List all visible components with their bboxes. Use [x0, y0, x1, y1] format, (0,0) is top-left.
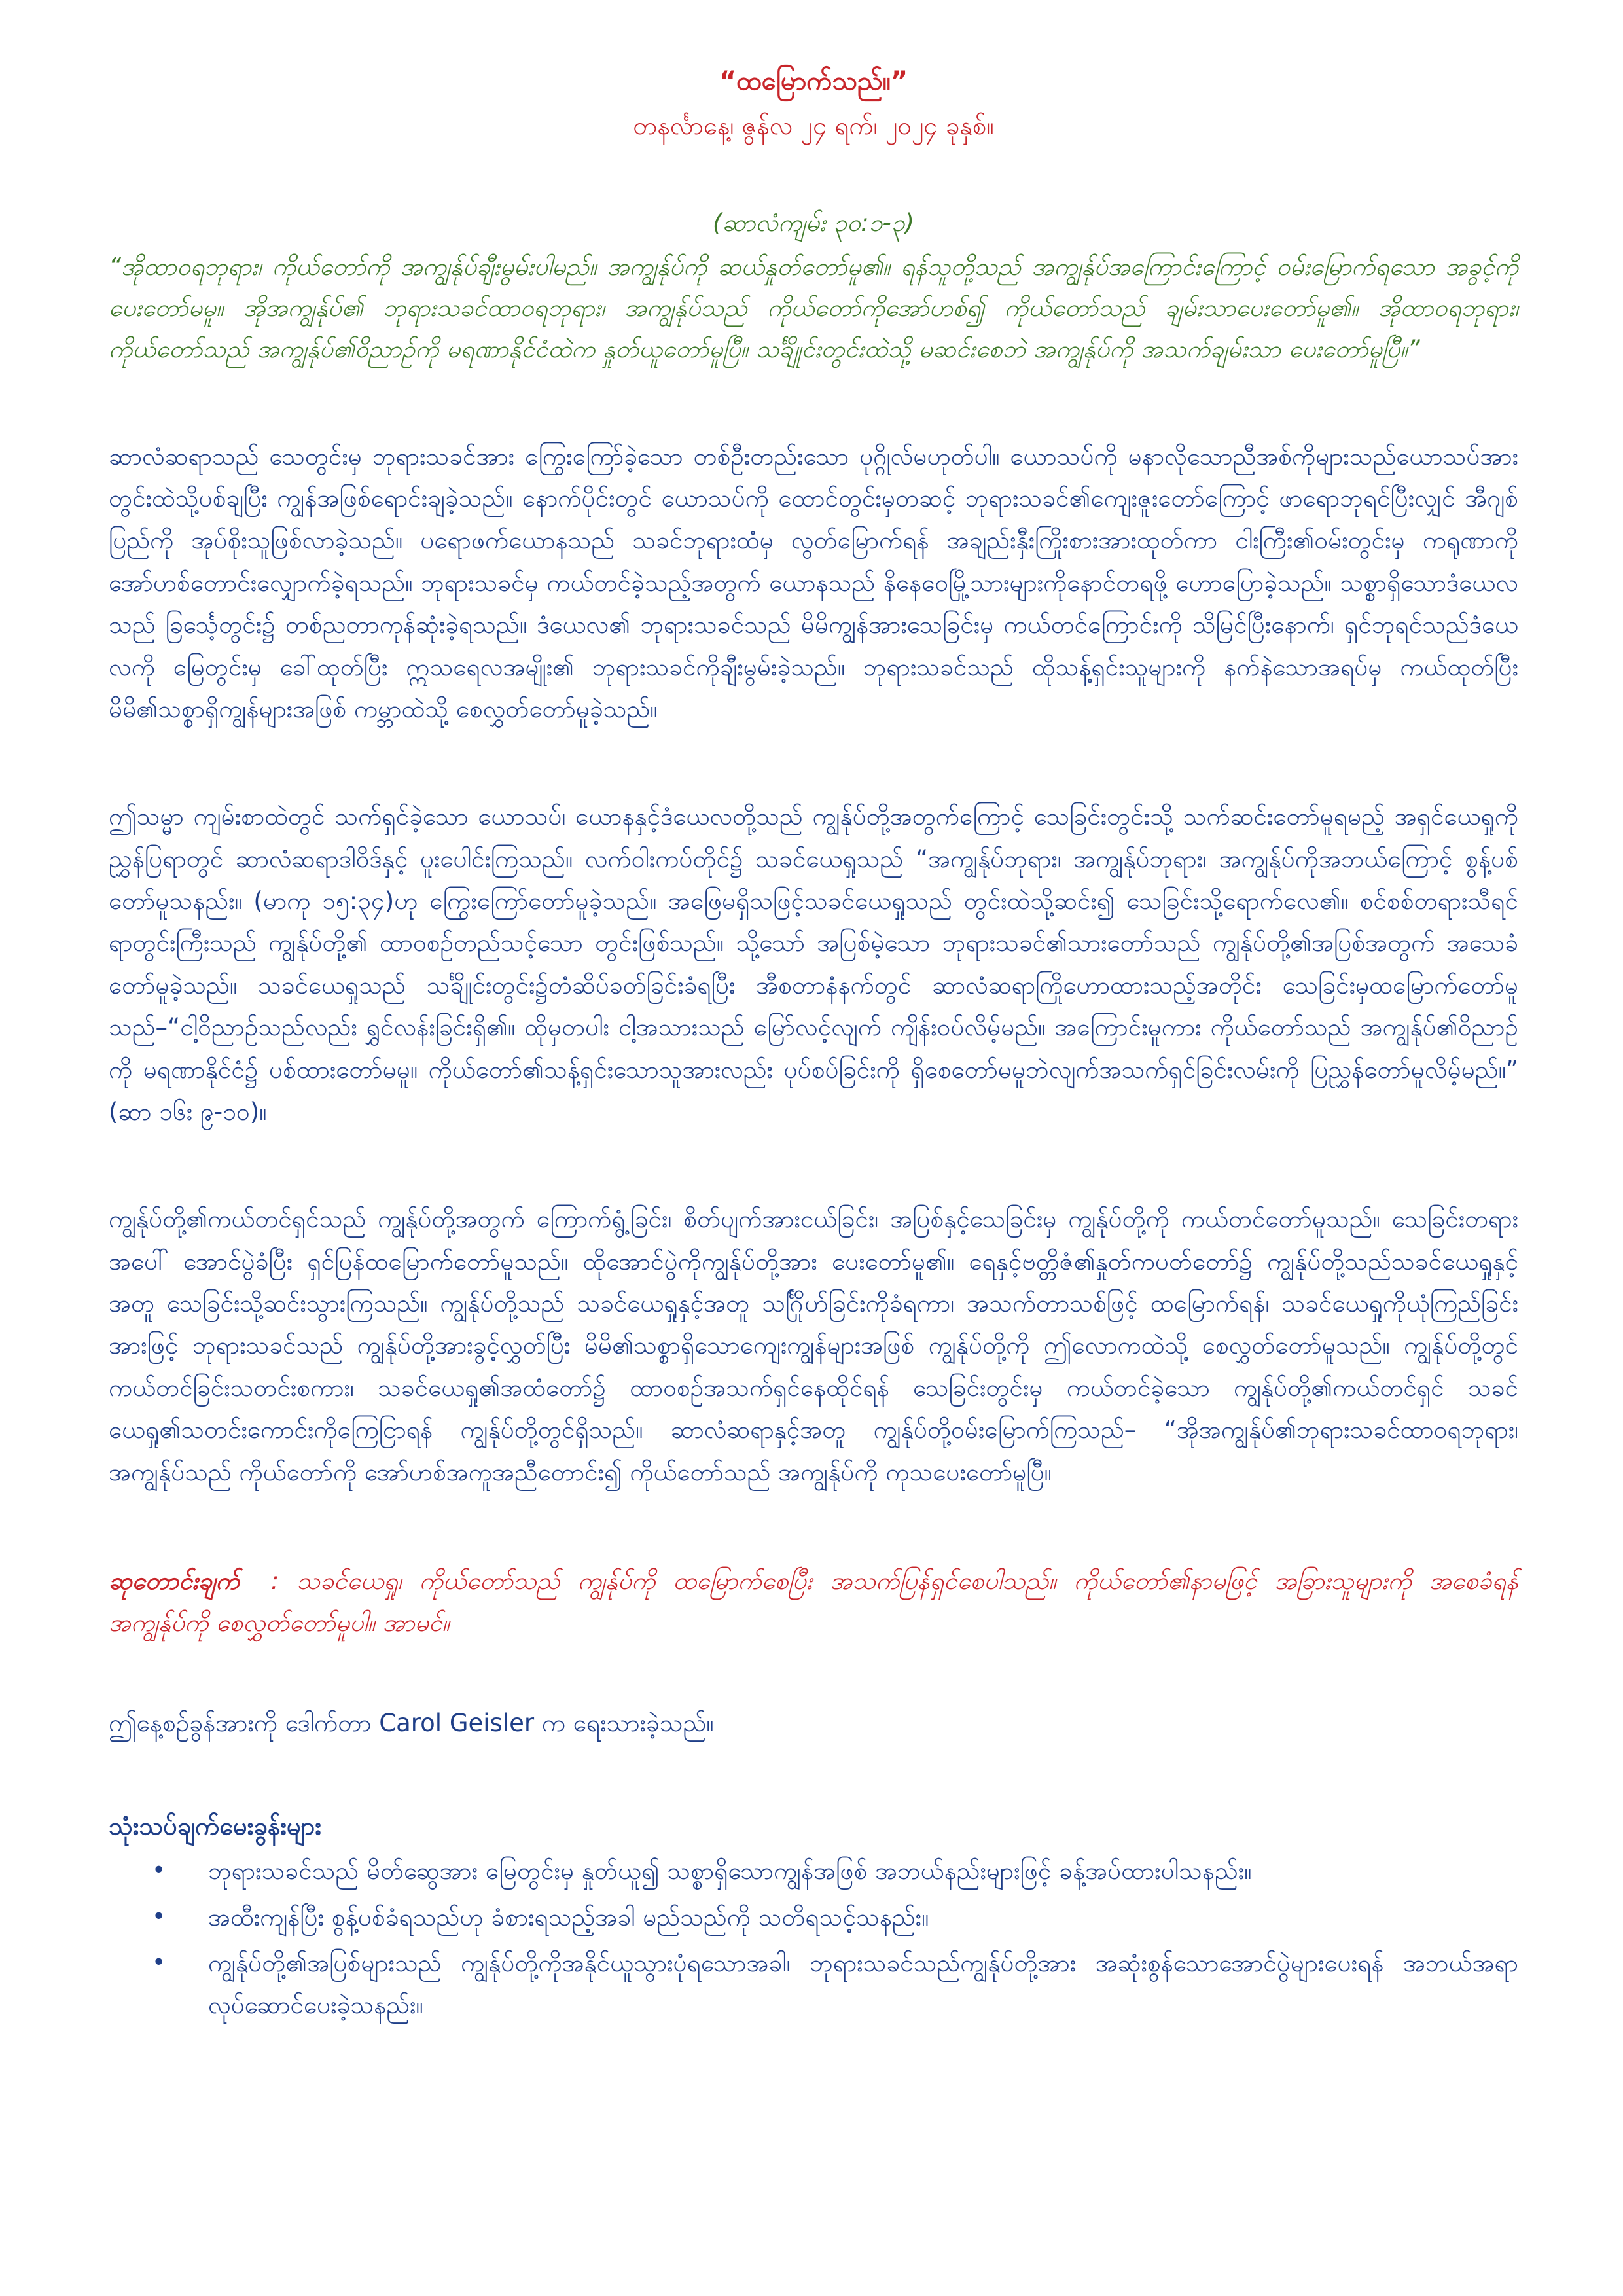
page-title: “ထမြောက်သည်။” [719, 66, 908, 96]
list-item [152, 1850, 1518, 1892]
question-text: ကျွန်ုပ်တို့၏အပြစ်များသည် ကျွန်ုပ်တို့ကိုအနိုင်ယူသွားပုံရသောအခါ၊ ဘုရားသခင်သည်ကျွန်ုပ်တို့အား အဆုံးစွန်သောအောင်ပွဲများပေးရန် အဘယ်အရာလုပ်ဆောင်ပေးခဲ့သနည်း။ [208, 1949, 1518, 2020]
questions-list [109, 1850, 1518, 2027]
body-paragraph-1: ဆာလံဆရာသည် သေတွင်းမှ ဘုရားသခင်အား ကြွေးကြော်ခဲ့သော တစ်ဦးတည်းသော ပုဂ္ဂိုလ်မဟုတ်ပါ။ ယောသပ်ကို မနာလိုသောညီအစ်ကိုများသည်ယောသပ်အား တွင်းထဲသို့ပစ်ချပြီး ကျွန်အဖြစ်ရောင်းချခဲ့သည်။ နောက်ပိုင်းတွင် ယောသပ်ကို ထောင်တွင်းမှတဆင့် ဘုရားသခင်၏ကျေးဇူးတော်ကြောင့် ဖာရောဘုရင်ပြီးလျှင် အီဂျစ်ပြည်ကို အုပ်စိုးသူဖြစ်လာခဲ့သည်။ ပရောဖက်ယောနသည် သခင်ဘုရားထံမှ လွတ်မြောက်ရန် အချည်းနှီးကြိုးစားအားထုတ်ကာ ငါးကြီး၏ဝမ်းတွင်းမှ ကရုဏာကို အော်ဟစ်တောင်းလျှောက်ခဲ့ရသည်။ ဘုရားသခင်မှ ကယ်တင်ခဲ့သည့်အတွက် ယောနသည် နိနေဝေမြို့သားများကိုနောင်တရဖို့ ဟောပြောခဲ့သည်။ သစ္စာရှိသောဒံယေလသည် ခြင်္သေ့တွင်း၌ တစ်ညတာကုန်ဆုံးခဲ့ရသည်။ ဒံယေလ၏ ဘုရားသခင်သည် မိမိကျွန်အားသေခြင်းမှ ကယ်တင်ကြောင်းကို သိမြင်ပြီးနောက်၊ ရှင်ဘုရင်သည်ဒံယေလကို မြေတွင်းမှ ခေါ်ထုတ်ပြီး ဣသရေလအမျိုး၏ ဘုရားသခင်ကိုချီးမွမ်းခဲ့သည်။ ဘုရားသခင်သည် ထိုသန့်ရှင်းသူများကို နက်နဲသောအရပ်မှ ကယ်ထုတ်ပြီး မိမိ၏သစ္စာရှိကျွန်များအဖြစ် ကမ္ဘာထဲသို့ စေလွှတ်တော်မူခဲ့သည်။ [109, 442, 1518, 723]
body-paragraph-3: ကျွန်ုပ်တို့၏ကယ်တင်ရှင်သည် ကျွန်ုပ်တို့အတွက် ကြောက်ရွံ့ခြင်း၊ စိတ်ပျက်အားငယ်ခြင်း၊ အပြစ်နှင့်သေခြင်းမှ ကျွန်ုပ်တို့ကို ကယ်တင်တော်မူသည်။ သေခြင်းတရားအပေါ် အောင်ပွဲခံပြီး ရှင်ပြန်ထမြောက်တော်မူသည်။ ထိုအောင်ပွဲကိုကျွန်ုပ်တို့အား ပေးတော်မူ၏။ ရေနှင့်ဗတ္တိဇံ၏နှုတ်ကပတ်တော်၌ ကျွန်ုပ်တို့သည်သခင်ယေရှုနှင့်အတူ သေခြင်းသို့ဆင်းသွားကြသည်။ ကျွန်ုပ်တို့သည် သခင်ယေရှုနှင့်အတူ သင်္ဂြိုဟ်ခြင်းကိုခံရကာ၊ အသက်တာသစ်ဖြင့် ထမြောက်ရန်၊ သခင်ယေရှုကိုယုံကြည်ခြင်းအားဖြင့် ဘုရားသခင်သည် ကျွန်ုပ်တို့အားခွင့်လွှတ်ပြီး မိမိ၏သစ္စာရှိသောကျေးကျွန်များအဖြစ် ကျွန်ုပ်တို့ကို ဤလောကထဲသို့ စေလွှတ်တော်မူသည်။ ကျွန်ုပ်တို့တွင် ကယ်တင်ခြင်းသတင်းစကား၊ သခင်ယေရှု၏အထံတော်၌ ထာဝစဉ်အသက်ရှင်နေထိုင်ရန် သေခြင်းတွင်းမှ ကယ်တင်ခဲ့သော ကျွန်ုပ်တို့၏ကယ်တင်ရှင် သခင်ယေရှု၏သတင်းကောင်းကိုကြေငြာရန် ကျွန်ုပ်တို့တွင်ရှိသည်။ ဆာလံဆရာနှင့်အတူ ကျွန်ုပ်တို့ဝမ်းမြောက်ကြသည်– “အိုအကျွန်ုပ်၏ဘုရားသခင်ထာဝရဘုရား၊ အကျွန်ုပ်သည် ကိုယ်တော်ကို အော်ဟစ်အကူအညီတောင်း၍ ကိုယ်တော်သည် အကျွန်ုပ်ကို ကုသပေးတော်မူပြီ။ [109, 1205, 1518, 1486]
prayer [109, 1560, 1518, 1645]
bullet-icon: • [152, 1857, 166, 1884]
scripture-text: “အိုထာဝရဘုရား၊ ကိုယ်တော်ကို အကျွန်ုပ်ချီးမွမ်းပါမည်။ အကျွန်ုပ်ကို ဆယ်နှုတ်တော်မူ၏။ ရန်သူတို့သည် အကျွန်ုပ်အကြောင်းကြောင့် ဝမ်းမြောက်ရသော အခွင့်ကိုပေးတော်မမူ။ အိုအကျွန်ုပ်၏ ဘုရားသခင်ထာဝရဘုရား၊ အကျွန်ုပ်သည် ကိုယ်တော်ကိုအော်ဟစ်၍ ကိုယ်တော်သည် ချမ်းသာပေးတော်မူ၏။ အိုထာဝရဘုရား၊ ကိုယ်တော်သည် အကျွန်ုပ်၏ဝိညာဉ်ကို မရဏာနိုင်ငံထဲက နှုတ်ယူတော်မူပြီ။ သင်္ချိုင်းတွင်းထဲသို့ မဆင်းစေဘဲ အကျွန်ုပ်ကို အသက်ချမ်းသာ ပေးတော်မူပြီ။” [109, 252, 1518, 363]
scripture-reference: (ဆာလံကျမ်း ၃၀:၁-၃) [713, 209, 914, 238]
prayer-text: : သခင်ယေရှု၊ ကိုယ်တော်သည် ကျွန်ုပ်ကို ထမြောက်စေပြီး အသက်ပြန်ရှင်စေပါသည်။ ကိုယ်တော်၏နာမဖြင့် အခြားသူများကို အစေခံရန် အကျွန်ုပ်ကို စေလွှတ်တော်မူပါ။ အာမင်။ [109, 1566, 1518, 1638]
question-text: ဘုရားသခင်သည် မိတ်ဆွေအား မြေတွင်းမှ နှုတ်ယူ၍ သစ္စာရှိသောကျွန်အဖြစ် အဘယ်နည်းများဖြင့် ခန့်အပ်ထားပါသနည်း။ [208, 1857, 1252, 1886]
question-text: အထီးကျန်ပြီး စွန့်ပစ်ခံရသည်ဟု ခံစားရသည့်အခါ မည်သည်ကို သတိရသင့်သနည်း။ [208, 1903, 929, 1931]
body-paragraph-2: ဤသမ္မာ ကျမ်းစာထဲတွင် သက်ရှင်ခဲ့သော ယောသပ်၊ ယောနနှင့်ဒံယေလတို့သည် ကျွန်ုပ်တို့အတွက်ကြောင့် သေခြင်းတွင်းသို့ သက်ဆင်းတော်မူရမည့် အရှင်ယေရှုကိုညွှန်ပြရာတွင် ဆာလံဆရာဒါဝိဒ်နှင့် ပူးပေါင်းကြသည်။ လက်ဝါးကပ်တိုင်၌ သခင်ယေရှုသည် “အကျွန်ုပ်ဘုရား၊ အကျွန်ုပ်ဘုရား၊ အကျွန်ုပ်ကိုအဘယ်ကြောင့် စွန့်ပစ်တော်မူသနည်း။ (မာကု ၁၅:၃၄)ဟု ကြွေးကြော်တော်မူခဲ့သည်။ အဖြေမရှိသဖြင့်သခင်ယေရှုသည် တွင်းထဲသို့ဆင်း၍ သေခြင်းသို့ရောက်လေ၏။ စင်စစ်တရားသီရင်ရာတွင်းကြီးသည် ကျွန်ုပ်တို့၏ ထာဝစဉ်တည်သင့်သော တွင်းဖြစ်သည်။ သို့သော် အပြစ်မဲ့သော ဘုရားသခင်၏သားတော်သည် ကျွန်ုပ်တို့၏အပြစ်အတွက် အသေခံတော်မူခဲ့သည်။ သခင်ယေရှုသည် သင်္ချိုင်းတွင်း၌တံဆိပ်ခတ်ခြင်းခံရပြီး အီစတာနံနက်တွင် ဆာလံဆရာကြိုဟောထားသည့်အတိုင်း သေခြင်းမှထမြောက်တော်မူသည်–“ငါ့ဝိညာဉ်သည်လည်း ရွှင်လန်းခြင်းရှိ၏။ ထိုမှတပါး ငါ့အသားသည် မြော်လင့်လျက် ကျိန်းဝပ်လိမ့်မည်။ အကြောင်းမူကား ကိုယ်တော်သည် အကျွန်ုပ်၏ဝိညာဉ်ကို မရဏာနိုင်ငံ၌ ပစ်ထားတော်မမူ။ ကိုယ်တော်၏သန့်ရှင်းသောသူအားလည်း ပုပ်စပ်ခြင်းကို ရှိစေတော်မမူဘဲလျက်အသက်ရှင်ခြင်းလမ်းကို ပြညွှန်တော်မူလိမ့်မည်။” (ဆာ ၁၆း ၉-၁၀)။ [109, 802, 1518, 1126]
bullet-icon: • [152, 1903, 166, 1930]
list-item [152, 1897, 1518, 1939]
questions-heading: သုံးသပ်ချက်မေးခွန်းများ [109, 1812, 322, 1841]
prayer-label: ဆုတောင်းချက် [109, 1566, 240, 1595]
bullet-icon: • [152, 1949, 166, 1977]
date-line: တနင်္လာနေ့၊ ဇွန်လ ၂၄ ရက်၊ ၂၀၂၄ ခုနှစ်။ [633, 111, 994, 140]
author-credit: ဤနေ့စဉ်ခွန်အားကို ဒေါက်တာ Carol Geisler က ရေးသားခဲ့သည်။ [109, 1708, 714, 1737]
list-item [152, 1943, 1518, 2027]
